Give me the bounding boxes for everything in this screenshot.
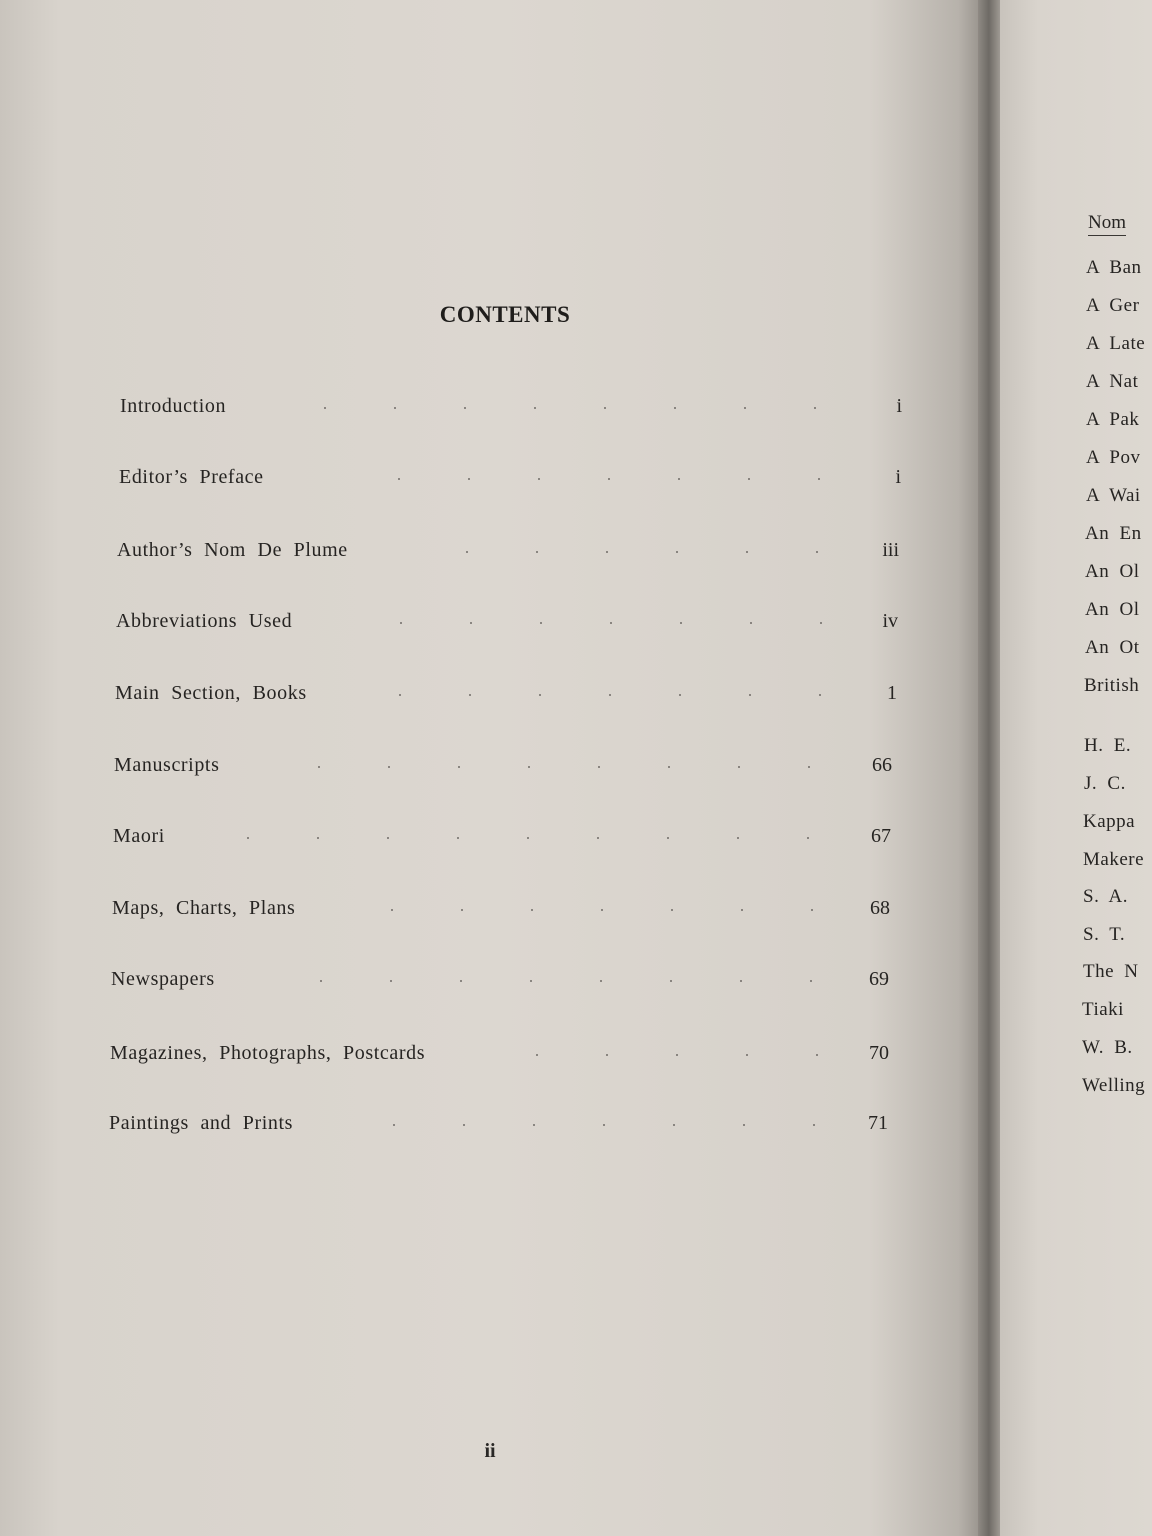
toc-entry-page: 71 (868, 1112, 888, 1134)
right-page-item: An Ot (1085, 637, 1140, 658)
toc-leader-dots (286, 979, 826, 985)
right-page-item: W. B. (1082, 1037, 1133, 1058)
toc-entry-page: 69 (869, 968, 889, 990)
toc-entry (111, 968, 901, 998)
contents-title: CONTENTS (439, 302, 571, 327)
toc-entry-page: 70 (869, 1042, 889, 1064)
toc-leader-dots (365, 693, 830, 699)
toc-leader-dots (364, 477, 834, 483)
right-page-item: An Ol (1085, 561, 1140, 582)
toc-leader-dots (502, 1053, 825, 1059)
right-page-item: Kappa (1083, 811, 1136, 832)
right-page-item: A Late (1086, 333, 1146, 354)
toc-leader-dots (213, 836, 828, 842)
toc-leader-dots (366, 621, 831, 627)
toc-entry (112, 897, 902, 927)
right-page-item: A Pov (1086, 447, 1141, 468)
toc-entry-page: 66 (872, 754, 892, 776)
toc-entry-label: Abbreviations Used (116, 610, 293, 632)
toc-entry-label: Manuscripts (114, 754, 220, 776)
right-page-item: S. A. (1083, 886, 1128, 907)
right-page-item: Tiaki (1082, 999, 1124, 1020)
toc-entry (114, 754, 904, 784)
toc-entry-page: iii (882, 539, 899, 561)
toc-entry-page: 67 (871, 825, 891, 847)
toc-entry-label: Introduction (120, 395, 227, 417)
right-page-item: An Ol (1085, 599, 1140, 620)
toc-leader-dots (357, 908, 827, 914)
toc-entry (120, 395, 910, 425)
book-gutter (978, 0, 1002, 1536)
toc-entry (116, 610, 906, 640)
right-page-item: A Ban (1086, 257, 1142, 278)
toc-entry (119, 466, 909, 496)
toc-entry-label: Maori (113, 825, 165, 847)
toc-entry (110, 1042, 900, 1072)
page-number: ii (484, 1440, 496, 1462)
toc-entry-page: i (895, 466, 901, 488)
toc-entry-label: Main Section, Books (115, 682, 307, 704)
toc-entry-page: 1 (887, 682, 897, 704)
toc-entry-label: Magazines, Photographs, Postcards (110, 1042, 426, 1064)
right-page-item: The N (1083, 961, 1139, 982)
right-page-item: Makere (1083, 849, 1145, 870)
right-page-item: J. C. (1084, 773, 1126, 794)
toc-entry-page: iv (882, 610, 898, 632)
toc-entry-page: 68 (870, 897, 890, 919)
toc-entry-label: Newspapers (111, 968, 215, 990)
toc-leader-dots (432, 550, 832, 556)
toc-entry-label: Author’s Nom De Plume (117, 539, 348, 561)
right-page-item: H. E. (1084, 735, 1132, 756)
right-page-item: An En (1085, 523, 1142, 544)
right-page-heading: Nom (1088, 212, 1126, 236)
right-page-item: A Ger (1086, 295, 1140, 316)
right-page-item: Welling (1082, 1075, 1146, 1096)
right-page-item: A Nat (1086, 371, 1139, 392)
toc-entry (113, 825, 903, 855)
right-page-item: British (1084, 675, 1140, 696)
right-page-item: A Pak (1086, 409, 1140, 430)
toc-entry (115, 682, 905, 712)
toc-entry-label: Maps, Charts, Plans (112, 897, 296, 919)
toc-entry-label: Paintings and Prints (109, 1112, 294, 1134)
right-page-item: A Wai (1086, 485, 1141, 506)
toc-leader-dots (359, 1123, 824, 1129)
right-page-item: S. T. (1083, 924, 1126, 945)
toc-entry (109, 1112, 899, 1142)
toc-entry-page: i (896, 395, 902, 417)
toc-leader-dots (284, 765, 829, 771)
toc-leader-dots (290, 406, 860, 412)
toc-entry-label: Editor’s Preface (119, 466, 264, 488)
toc-entry (117, 539, 907, 569)
right-page (1000, 0, 1152, 1536)
